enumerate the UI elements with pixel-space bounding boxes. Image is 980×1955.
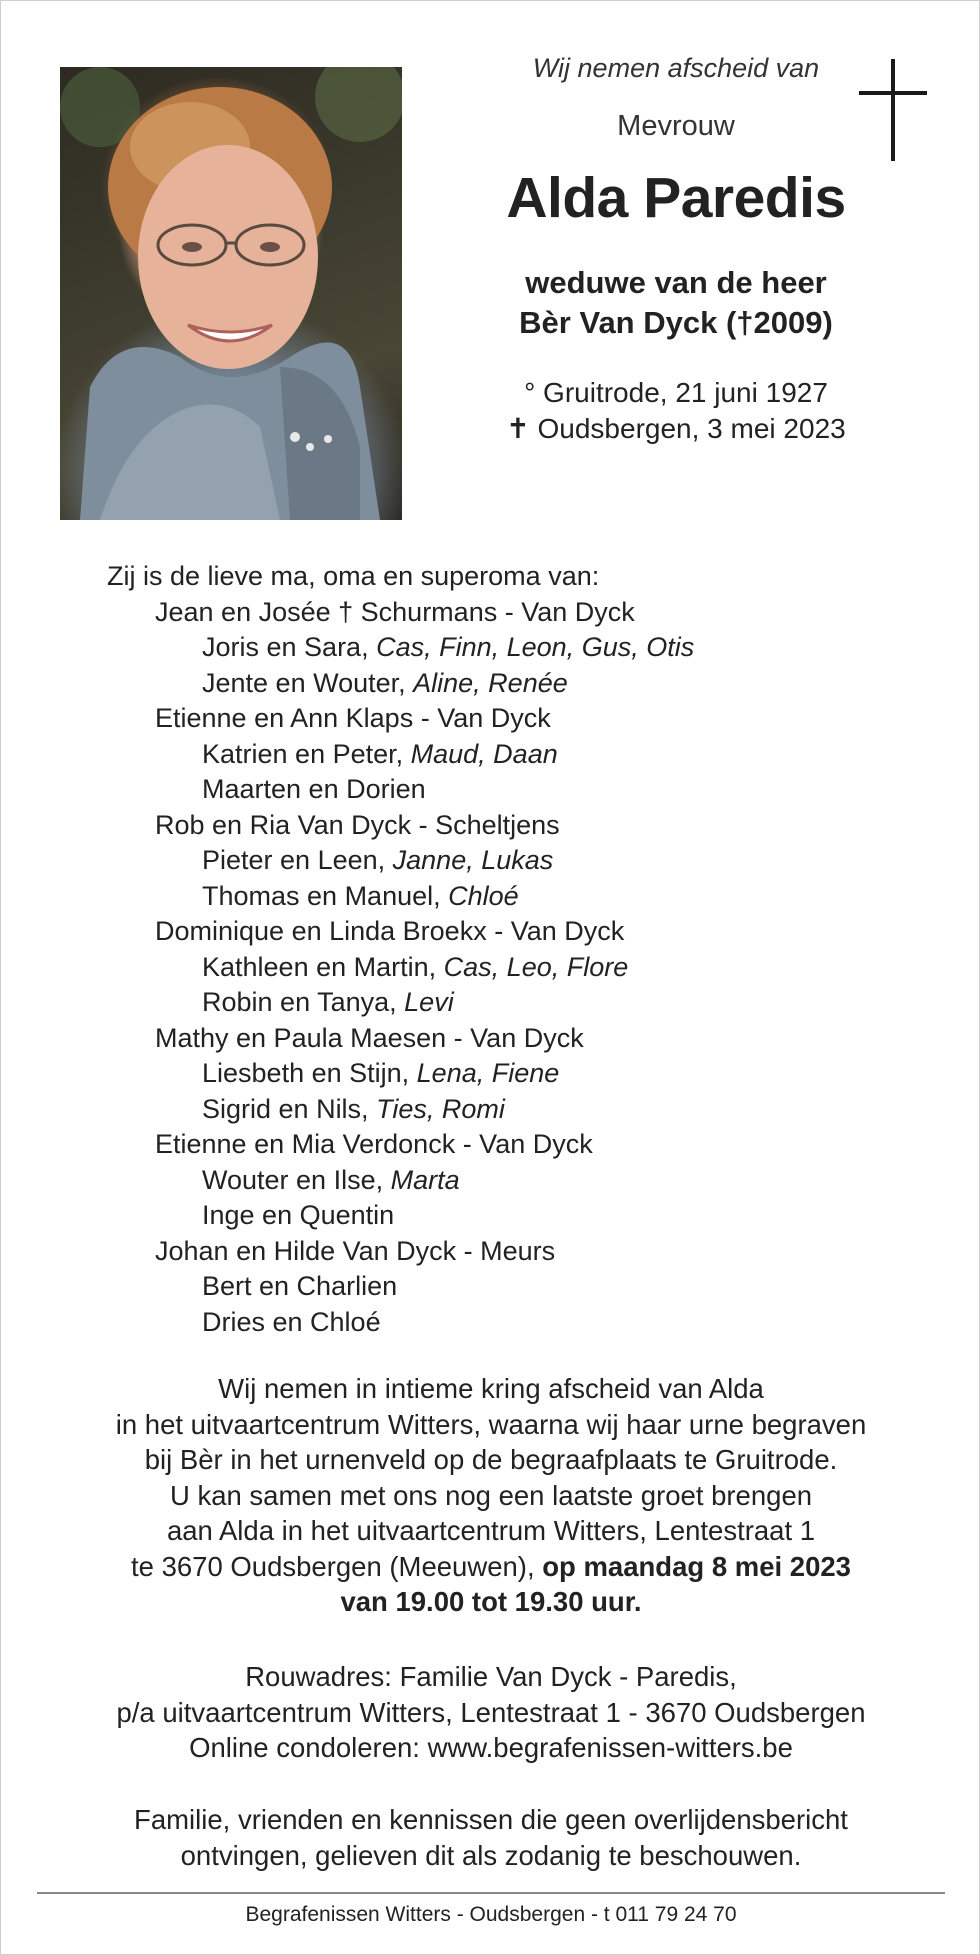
family-names: Robin en Tanya,: [202, 987, 405, 1017]
ceremony-line: bij Bèr in het urnenveld op de begraafplaats te Gruitrode.: [144, 1444, 838, 1475]
notice-text: [1, 1802, 980, 1873]
family-names: Joris en Sara,: [202, 632, 377, 662]
family-grandchildren: [107, 1305, 694, 1341]
family-names: Pieter en Leen,: [202, 845, 393, 875]
condolence-link[interactable]: Online condoleren: www.begrafenissen-witters.be: [189, 1732, 793, 1763]
family-grandchildren: [107, 843, 694, 879]
family-grandchildren: [107, 1163, 694, 1199]
great-grandchildren-names: Janne, Lukas: [392, 845, 554, 875]
widow-info: [461, 263, 891, 343]
family-grandchildren: [107, 737, 694, 773]
family-grandchildren: [107, 1056, 694, 1092]
family-names: Dries en Chloé: [202, 1306, 381, 1337]
family-names: Etienne en Mia Verdonck - Van Dyck: [155, 1129, 593, 1159]
family-household: [107, 808, 694, 844]
family-names: Rob en Ria Van Dyck - Scheltjens: [155, 809, 560, 840]
family-household: [107, 914, 694, 950]
family-household: [107, 701, 694, 737]
portrait-illustration: [60, 67, 402, 520]
family-list: [107, 559, 694, 1340]
intro-line: Wij nemen afscheid van: [532, 53, 820, 83]
family-names: Mathy en Paula Maesen - Van Dyck: [155, 1022, 584, 1053]
cross-icon: [859, 59, 927, 161]
great-grandchildren-names: Cas, Finn, Leon, Gus, Otis: [376, 632, 695, 662]
widow-line-1: weduwe van de heer: [525, 265, 827, 300]
ceremony-date: op maandag 8 mei 2023: [542, 1550, 851, 1582]
family-grandchildren: [107, 985, 694, 1021]
family-names: Wouter en Ilse,: [202, 1164, 391, 1195]
family-names: Liesbeth en Stijn,: [202, 1058, 417, 1088]
family-grandchildren: [107, 879, 694, 915]
ceremony-line: in het uitvaartcentrum Witters, waarna wij haar urne begraven: [115, 1408, 867, 1440]
title-prefix: Mevrouw: [617, 110, 735, 142]
great-grandchildren-names: Marta: [390, 1164, 460, 1195]
ceremony-time: van 19.00 tot 19.30 uur.: [340, 1586, 642, 1617]
family-lines: [107, 595, 694, 1341]
family-names: Jean en Josée † Schurmans - Van Dyck: [155, 596, 635, 627]
ceremony-line: [1, 1584, 980, 1620]
life-dates: [461, 375, 891, 447]
great-grandchildren-names: Chloé: [448, 880, 519, 911]
family-names: Katrien en Peter,: [202, 738, 411, 769]
family-names: Sigrid en Nils,: [202, 1093, 377, 1124]
deceased-name: Alda Paredis: [506, 166, 846, 230]
ceremony-line: Wij nemen in intieme kring afscheid van Alda: [218, 1373, 764, 1404]
great-grandchildren-names: Maud, Daan: [410, 738, 558, 769]
family-grandchildren: [107, 1269, 694, 1305]
notice-line: ontvingen, gelieven dit als zodanig te beschouwen.: [180, 1839, 802, 1871]
great-grandchildren-names: Cas, Leo, Flore: [443, 951, 629, 982]
portrait-photo: [60, 67, 402, 520]
family-names: Johan en Hilde Van Dyck - Meurs: [155, 1235, 556, 1266]
birth-date: ° Gruitrode, 21 juni 1927: [524, 377, 828, 408]
family-names: Dominique en Linda Broekx - Van Dyck: [155, 916, 625, 946]
family-names: Maarten en Dorien: [202, 774, 426, 804]
family-grandchildren: [107, 666, 694, 702]
address-line: Rouwadres: Familie Van Dyck - Paredis,: [245, 1661, 737, 1692]
notice-line: Familie, vrienden en kennissen die geen overlijdensbericht: [134, 1804, 848, 1835]
death-date: ✝ Oudsbergen, 3 mei 2023: [506, 413, 846, 444]
funeral-home-footer: Begrafenissen Witters - Oudsbergen - t 011 79 24 70: [245, 1903, 737, 1926]
family-names: Thomas en Manuel,: [202, 880, 449, 911]
mourning-address: [1, 1659, 980, 1766]
family-grandchildren: [107, 1092, 694, 1128]
family-names: Inge en Quentin: [202, 1200, 395, 1230]
ceremony-line: [1, 1549, 980, 1585]
family-grandchildren: [107, 1198, 694, 1234]
ceremony-line: aan Alda in het uitvaartcentrum Witters, Lentestraat 1: [166, 1515, 816, 1546]
family-names: Bert en Charlien: [202, 1271, 398, 1301]
family-names: Etienne en Ann Klaps - Van Dyck: [155, 703, 551, 733]
great-grandchildren-names: Lena, Fiene: [416, 1058, 560, 1088]
family-household: [107, 1127, 694, 1163]
family-household: [107, 1234, 694, 1270]
family-grandchildren: [107, 630, 694, 666]
family-household: [107, 1021, 694, 1057]
family-household: [107, 595, 694, 631]
address-line: p/a uitvaartcentrum Witters, Lentestraat 1 - 3670 Oudsbergen: [116, 1696, 866, 1728]
deceased-header: [461, 53, 891, 447]
great-grandchildren-names: Ties, Romi: [376, 1093, 505, 1124]
family-grandchildren: [107, 772, 694, 808]
widow-line-2: Bèr Van Dyck (†2009): [519, 305, 833, 340]
family-names: Jente en Wouter,: [202, 667, 414, 698]
family-grandchildren: [107, 950, 694, 986]
footer-divider: [37, 1892, 945, 1894]
family-intro: Zij is de lieve ma, oma en superoma van:: [107, 561, 600, 591]
ceremony-location: te 3670 Oudsbergen (Meeuwen),: [131, 1550, 543, 1582]
ceremony-line: U kan samen met ons nog een laatste groet brengen: [169, 1479, 813, 1511]
great-grandchildren-names: Aline, Renée: [413, 667, 568, 698]
family-names: Kathleen en Martin,: [202, 951, 444, 982]
great-grandchildren-names: Levi: [404, 987, 454, 1017]
ceremony-text: [1, 1371, 980, 1620]
